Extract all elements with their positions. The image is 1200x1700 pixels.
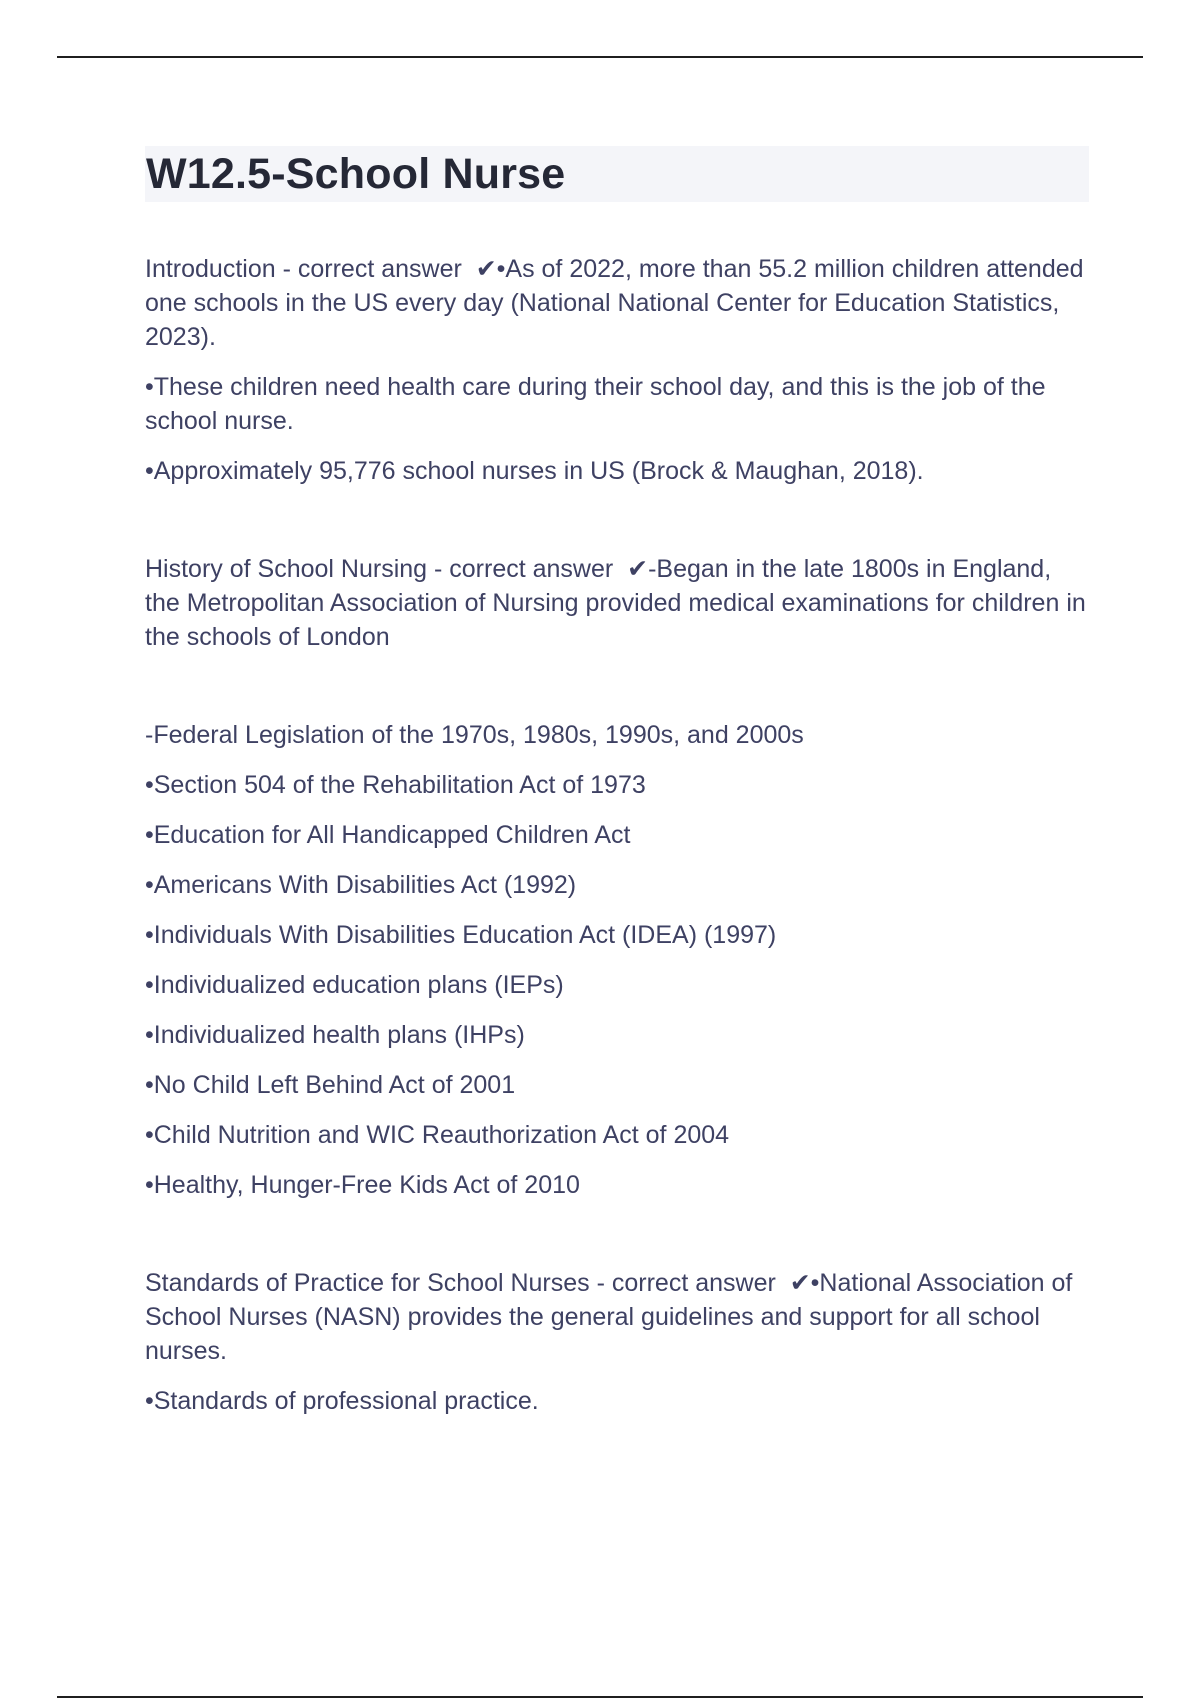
legislation-heading: -Federal Legislation of the 1970s, 1980s, 1990s, and 2000s: [145, 721, 804, 749]
legislation-item: •Individualized health plans (IHPs): [145, 1021, 525, 1049]
title-bar: [145, 146, 1089, 202]
document-body: [145, 146, 1089, 1418]
standards-question: Standards of Practice for School Nurses - correct answer: [145, 1269, 776, 1297]
legislation-item: •Individuals With Disabilities Education Act (IDEA) (1997): [145, 921, 777, 949]
history-paragraph: [145, 552, 1089, 654]
page-title: W12.5-School Nurse: [146, 149, 566, 198]
check-icon: ✔: [475, 254, 497, 283]
intro-answer: •As of 2022, more than 55.2 million children attended one schools in the US every day (National National Center for Education Statistics, 2023).: [145, 255, 1084, 351]
intro-paragraph: [145, 252, 1089, 354]
check-icon: ✔: [789, 1268, 811, 1297]
history-answer: -Began in the late 1800s in England, the Metropolitan Association of Nursing provided medical examinations for children in the schools of London: [145, 555, 1086, 651]
standards-paragraph: [145, 1266, 1089, 1368]
standards-bullet: •Standards of professional practice.: [145, 1387, 539, 1415]
legislation-item: •Healthy, Hunger-Free Kids Act of 2010: [145, 1171, 580, 1199]
section-introduction: [145, 252, 1089, 488]
section-legislation: [145, 718, 1089, 1202]
bottom-rule: [57, 1696, 1143, 1698]
history-question: History of School Nursing - correct answer: [145, 555, 614, 583]
legislation-item: •No Child Left Behind Act of 2001: [145, 1071, 516, 1099]
legislation-item: •Americans With Disabilities Act (1992): [145, 871, 577, 899]
standards-answer: •National Association of School Nurses (NASN) provides the general guidelines and support for all school nurses.: [145, 1269, 1073, 1365]
intro-question: Introduction - correct answer: [145, 255, 462, 283]
intro-bullet: •These children need health care during their school day, and this is the job of the school nurse.: [145, 373, 1046, 435]
legislation-item: •Section 504 of the Rehabilitation Act of 1973: [145, 771, 646, 799]
legislation-item: •Education for All Handicapped Children Act: [145, 821, 631, 849]
legislation-item: •Individualized education plans (IEPs): [145, 971, 564, 999]
section-history: [145, 552, 1089, 654]
legislation-item: •Child Nutrition and WIC Reauthorization Act of 2004: [145, 1121, 730, 1149]
check-icon: ✔: [627, 554, 649, 583]
section-standards: [145, 1266, 1089, 1418]
top-rule: [57, 56, 1143, 58]
intro-bullet: •Approximately 95,776 school nurses in US (Brock & Maughan, 2018).: [145, 457, 924, 485]
